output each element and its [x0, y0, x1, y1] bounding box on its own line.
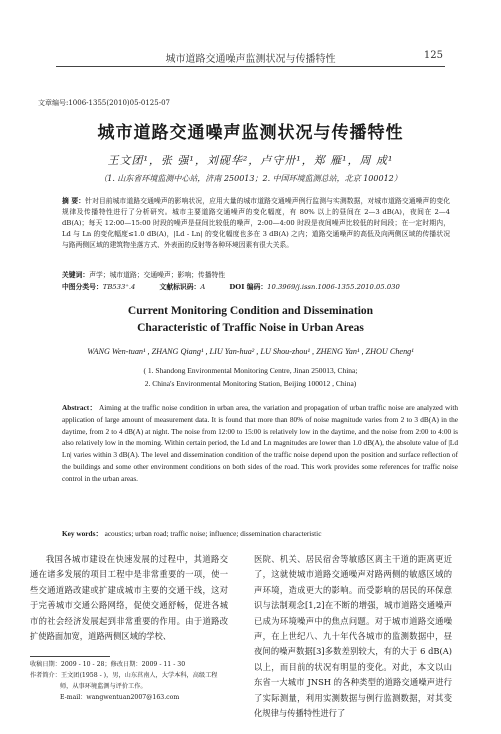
en-keywords-text: acoustics; urban road; traffic noise; influence; dissemination characteristic	[104, 529, 322, 538]
body-paragraph: 我国各城市建设在快速发展的过程中，其道路交通在诸多发展的项目工程中是非常重要的一项，使一些交通道路改建或扩建成城市主要的交通干线，这对于完善城市交通公路网络，促使交通舒畅，促进各城市的社会经济发展起到非常重要的作用。由于道路改扩使路面加宽，道路两侧区域的学校、	[30, 554, 228, 642]
footnote-received: 收稿日期：2009 - 10 - 28；修改日期：2009 - 11 - 30	[30, 661, 186, 668]
cn-title: 城市道路交通噪声监测状况与传播特性	[97, 123, 404, 143]
cn-authors: 王文团¹，张 强¹，刘砚华²，卢守卅¹，郑 雁¹，周 成¹	[107, 154, 394, 167]
cn-abstract-label: 摘 要：	[62, 197, 86, 205]
page-number: 125	[423, 50, 443, 61]
footnote-email: E-mail：wangwentuan2007@163.com	[60, 694, 180, 701]
body-paragraph: 医院、机关、居民宿舍等敏感区离主干道的距离更近了，这就使城市道路交通噪声对路两侧的敏感区域的声环境，造成更大的影响。而受影响的居民的环保意识与法制观念[1,2]在不断的增强，城市道路交通噪声已成为环境噪声中的焦点问题。对于城市道路交通噪声，在上世纪八、九十年代各城市的监测数据中，昼夜间的噪声数据[3]多数差别较大，有的大于 6 dB(A) 以上，而目前的状况有明显的变化。对此，本文以山东省一大城市 JNSH 的各种类型的道路交通噪声进行了实际测量，利用实测数据与例行监测数据，对其变化规律与传播特性进行了	[254, 554, 452, 719]
cn-keywords	[62, 269, 225, 279]
en-keywords-label: Key words：	[62, 529, 103, 538]
article-id: 文章编号:1006-1355(2010)05-0125-07	[38, 99, 170, 107]
cn-abstract-text: 针对目前城市道路交通噪声的影响状况，应用大量的城市道路交通噪声例行监测与实测数据，对城市道路交通噪声的变化规律及传播特性进行了分析研究。城市主要道路交通噪声的变化幅度，有 80% 以上的昼间在 2—3 dB(A)，夜间在 2—4 dB(A)；每天 12:00—15:00 时段的噪声是昼间比较低的噪声，2:00—4:00 时段是夜间噪声比较低的时间段；在一定时期内，Ld 与 Ln 的变化幅度≤1.0 dB(A)，|Ld - Ln| 的变化幅度也多在 3 dB(A) 之内；道路交通噪声的高低及向两侧区域的传播状况与路两侧区域的建筑物坐落方式、外表面的反射等各种环境因素有很大关系。	[62, 197, 451, 249]
en-authors: WANG Wen-tuan¹ , ZHANG Qiang¹ , LIU Yan-hua² , LU Shou-zhou¹ , ZHENG Yan¹ , ZHOU Cheng¹	[87, 347, 414, 356]
en-affiliation-1: ( 1. Shandong Environmental Monitoring Centre, Jinan 250013, China;	[143, 366, 358, 375]
running-title: 城市道路交通噪声监测状况与传播特性	[165, 54, 336, 65]
footnote-author-cont: 师，从事环境监测与评价工作。	[60, 683, 147, 690]
footnote-author: 作者简介：王文团(1958 - )，男，山东莒南人，大学本科，高级工程	[30, 672, 218, 679]
en-abstract	[62, 402, 458, 485]
document-code: 文献标识码：A	[159, 283, 206, 291]
cn-keywords-label: 关键词：	[62, 271, 90, 279]
en-title-line-1: Current Monitoring Condition and Dissemination	[127, 305, 374, 317]
header-rule	[56, 66, 445, 67]
footnote-rule	[30, 656, 110, 657]
en-abstract-text: Aiming at the traffic noise condition in urban area, the variation and propagation of urban traffic noise are analyzed with application of large amount of measurement data. It is found that more than 80% of noise magnitude varies from 2 to 3 dB(A) in the daytime, from 2 to 4 dB(A) at night. The noise from 12:00 to 15:00 is relatively low in the daytime, and the noise from 2:00 to 4:00 is also relatively low in the morning. Within certain period, the Ld and Ln magnitudes are lower than 1.0 dB(A), the absolute value of |Ld Ln| varies within 3 dB(A). The level and dissemination condition of the traffic noise depend upon the position and surface reflection of the buildings and some other environment conditions on both sides of the road. This work provides some references for traffic noise control in the urban areas.	[62, 403, 458, 483]
cn-affiliation: （1. 山东省环境监测中心站，济南 250013；2. 中国环境监测总站，北京 100012）	[99, 174, 402, 183]
en-title	[0, 303, 501, 337]
en-affiliation	[0, 364, 501, 390]
body-left-column	[30, 552, 228, 644]
en-affiliation-2: 2. China's Environmental Monitoring Station, Beijing 100012 , China)	[144, 379, 357, 388]
en-abstract-label: Abstract：	[62, 403, 98, 412]
classification-row	[62, 281, 422, 291]
en-keywords	[62, 529, 321, 539]
cn-keywords-text: 声学；城市道路；交通噪声；影响；传播特性	[89, 271, 226, 279]
clc-code: 中图分类号：TB533⁺.4	[62, 283, 136, 291]
en-title-line-2: Characteristic of Traffic Noise in Urban Areas	[137, 322, 364, 334]
body-right-column	[254, 552, 452, 721]
doi: DOI 编码：10.3969/j.issn.1006-1355.2010.05.030	[229, 283, 400, 291]
cn-abstract	[62, 196, 450, 251]
